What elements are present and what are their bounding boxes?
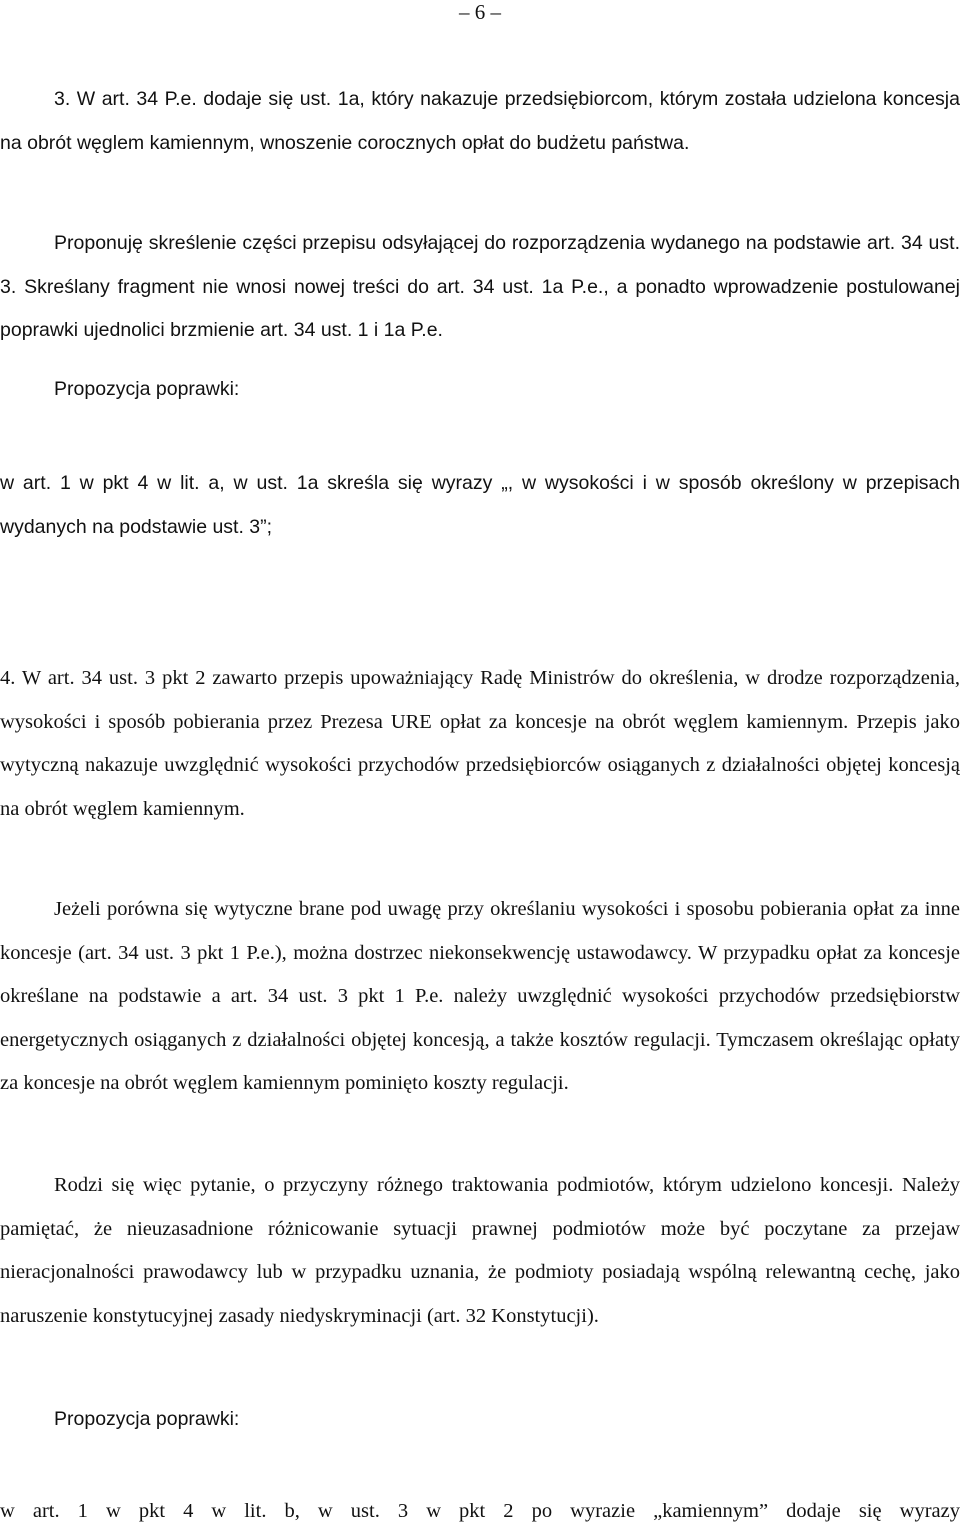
amendment-1-text: w art. 1 w pkt 4 w lit. a, w ust. 1a skreśla się wyrazy „, w wysokości i w sposób określony w przepisach wydanych na podstawie ust. 3”; <box>0 472 960 538</box>
amendment-1-heading: Propozycja poprawki: <box>54 378 240 400</box>
page-number: – 6 – <box>459 0 501 24</box>
point-3-paragraph: 3. W art. 34 P.e. dodaje się ust. 1a, który nakazuje przedsiębiorcom, którym została udzielona koncesja na obrót węglem kamiennym, wnoszenie corocznych opłat do budżetu państwa. <box>0 88 960 154</box>
point-4-paragraph-1: 4. W art. 34 ust. 3 pkt 2 zawarto przepis upoważniający Radę Ministrów do określenia, w drodze rozporządzenia, wysokości i sposób pobierania przez Prezesa URE opłat za koncesje na obrót węglem kamiennym. Przepis jako wytyczną nakazuje uwzględnić wysokości przychodów przedsiębiorców osiąganych z działalności objętej koncesją na obrót węglem kamiennym. <box>0 667 960 820</box>
point-3-proposal-paragraph: Proponuję skreślenie części przepisu odsyłającej do rozporządzenia wydanego na podstawie art. 34 ust. 3. Skreślany fragment nie wnosi nowej treści do art. 34 ust. 1a P.e., a ponadto wprowadzenie postulowanej poprawki ujednolici brzmienie art. 34 ust. 1 i 1a P.e. <box>0 232 960 342</box>
amendment-2-text: w art. 1 w pkt 4 w lit. b, w ust. 3 w pkt 2 po wyrazie „kamiennym” dodaje się wyrazy <box>0 1500 960 1522</box>
point-4-paragraph-3: Rodzi się więc pytanie, o przyczyny różnego traktowania podmiotów, którym udzielono koncesji. Należy pamiętać, że nieuzasadnione różnicowanie sytuacji prawnej podmiotów może być poczytane za przejaw nieracjonalności prawodawcy lub w przypadku uznania, że podmioty posiadają wspólną relewantną cechę, jako naruszenie konstytucyjnej zasady niedyskryminacji (art. 32 Konstytucji). <box>0 1174 960 1327</box>
point-4-paragraph-2: Jeżeli porówna się wytyczne brane pod uwagę przy określaniu wysokości i sposobu pobierania opłat za inne koncesje (art. 34 ust. 3 pkt 1 P.e.), można dostrzec niekonsekwencję ustawodawcy. W przypadku opłat za koncesje określane na podstawie a art. 34 ust. 3 pkt 1 P.e. należy uwzględnić wysokości przychodów przedsiębiorstw energetycznych osiąganych z działalności objętej koncesją, a także kosztów regulacji. Tymczasem określając opłaty za koncesje na obrót węglem kamiennym pominięto koszty regulacji. <box>0 898 960 1095</box>
amendment-2-heading: Propozycja poprawki: <box>54 1408 240 1430</box>
